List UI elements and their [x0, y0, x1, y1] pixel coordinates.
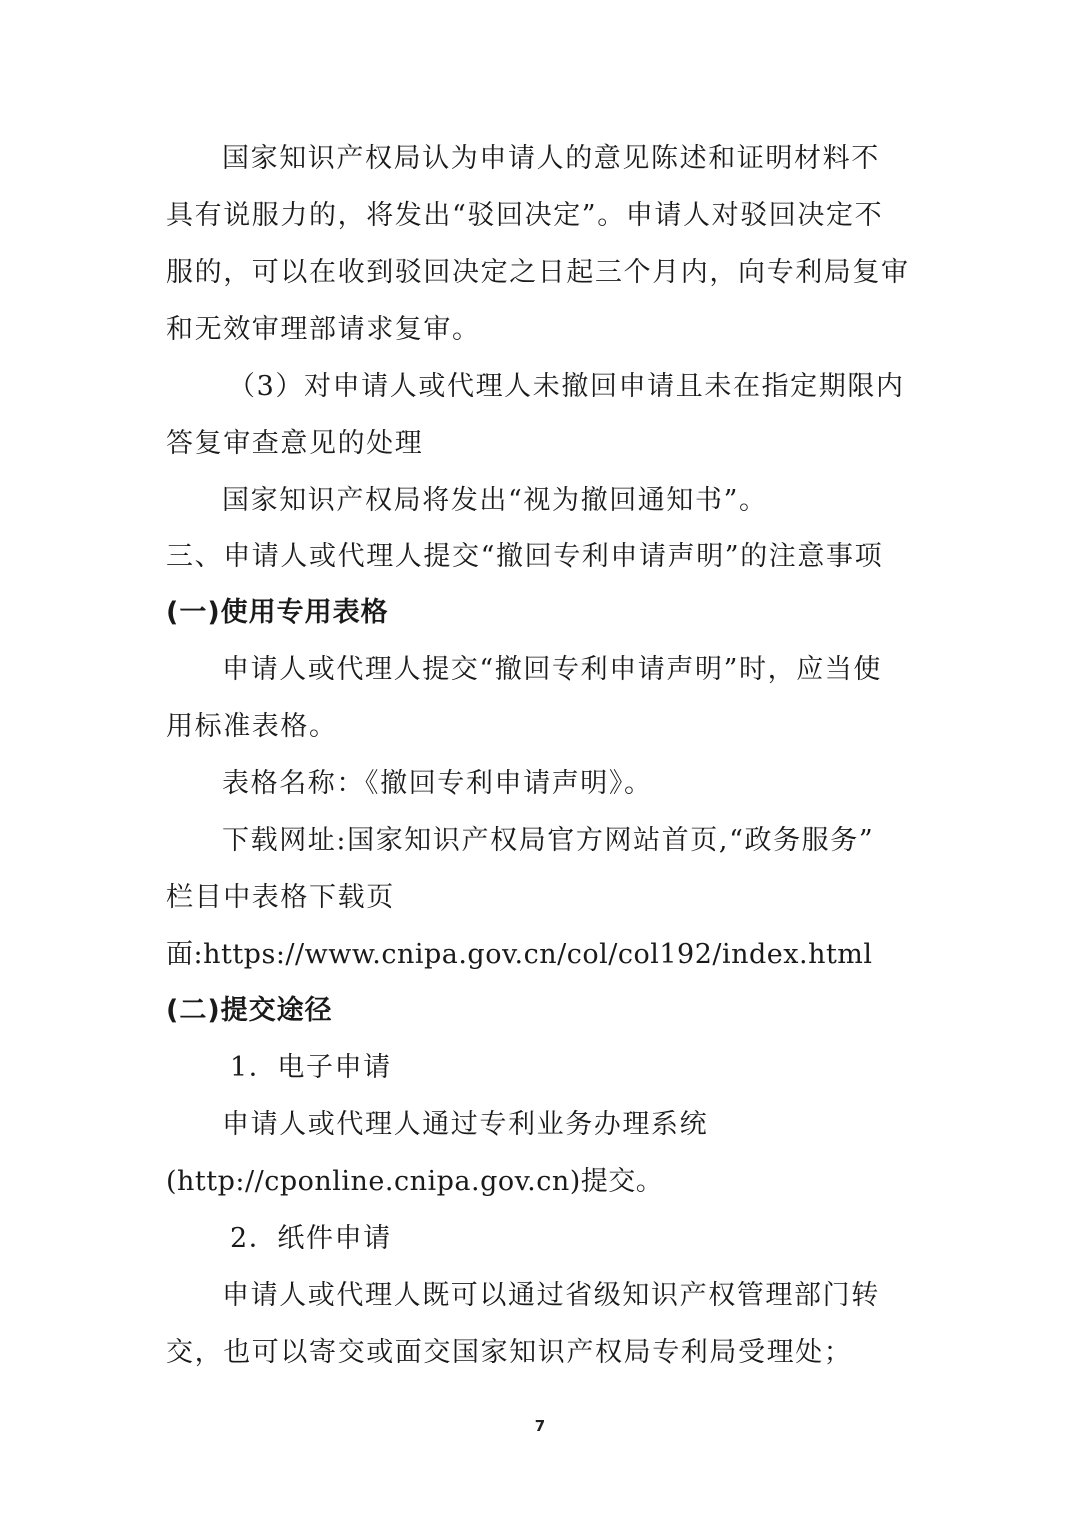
download-url-line: 面:https://www.cnipa.gov.cn/col/col192/index.html	[166, 939, 873, 970]
paragraph-line: 和无效审理部请求复审。	[166, 314, 481, 345]
paragraph-line: 国家知识产权局认为申请人的意见陈述和证明材料不	[222, 143, 880, 174]
page-number: 7	[534, 1417, 546, 1435]
list-item-heading: 2．纸件申请	[230, 1223, 392, 1254]
system-url-line: (http://cponline.cnipa.gov.cn)提交。	[166, 1166, 664, 1197]
paragraph-line: 具有说服力的，将发出“驳回决定”。申请人对驳回决定不	[166, 200, 884, 231]
paragraph-line: 栏目中表格下载页	[166, 882, 395, 913]
subsection-heading: (一)使用专用表格	[166, 597, 389, 628]
subsection-heading: (二)提交途径	[166, 995, 333, 1026]
paragraph-line: （3）对申请人或代理人未撤回申请且未在指定期限内	[228, 371, 905, 402]
list-item-heading: 1．电子申请	[230, 1052, 392, 1083]
section-heading: 三、申请人或代理人提交“撤回专利申请声明”的注意事项	[166, 541, 884, 572]
paragraph-line: 申请人或代理人通过专利业务办理系统	[222, 1109, 709, 1140]
paragraph-line: 交，也可以寄交或面交国家知识产权局专利局受理处；	[166, 1337, 853, 1368]
paragraph-line: 表格名称：《撤回专利申请声明》。	[222, 768, 653, 799]
paragraph-line: 用标准表格。	[166, 711, 338, 742]
paragraph-line: 服的，可以在收到驳回决定之日起三个月内，向专利局复审	[166, 257, 910, 288]
paragraph-line: 下载网址:国家知识产权局官方网站首页,“政务服务”	[222, 825, 875, 856]
paragraph-line: 答复审查意见的处理	[166, 428, 424, 459]
paragraph-line: 国家知识产权局将发出“视为撤回通知书”。	[222, 485, 768, 516]
paragraph-line: 申请人或代理人提交“撤回专利申请声明”时，应当使	[222, 654, 883, 685]
paragraph-line: 申请人或代理人既可以通过省级知识产权管理部门转	[222, 1280, 880, 1311]
